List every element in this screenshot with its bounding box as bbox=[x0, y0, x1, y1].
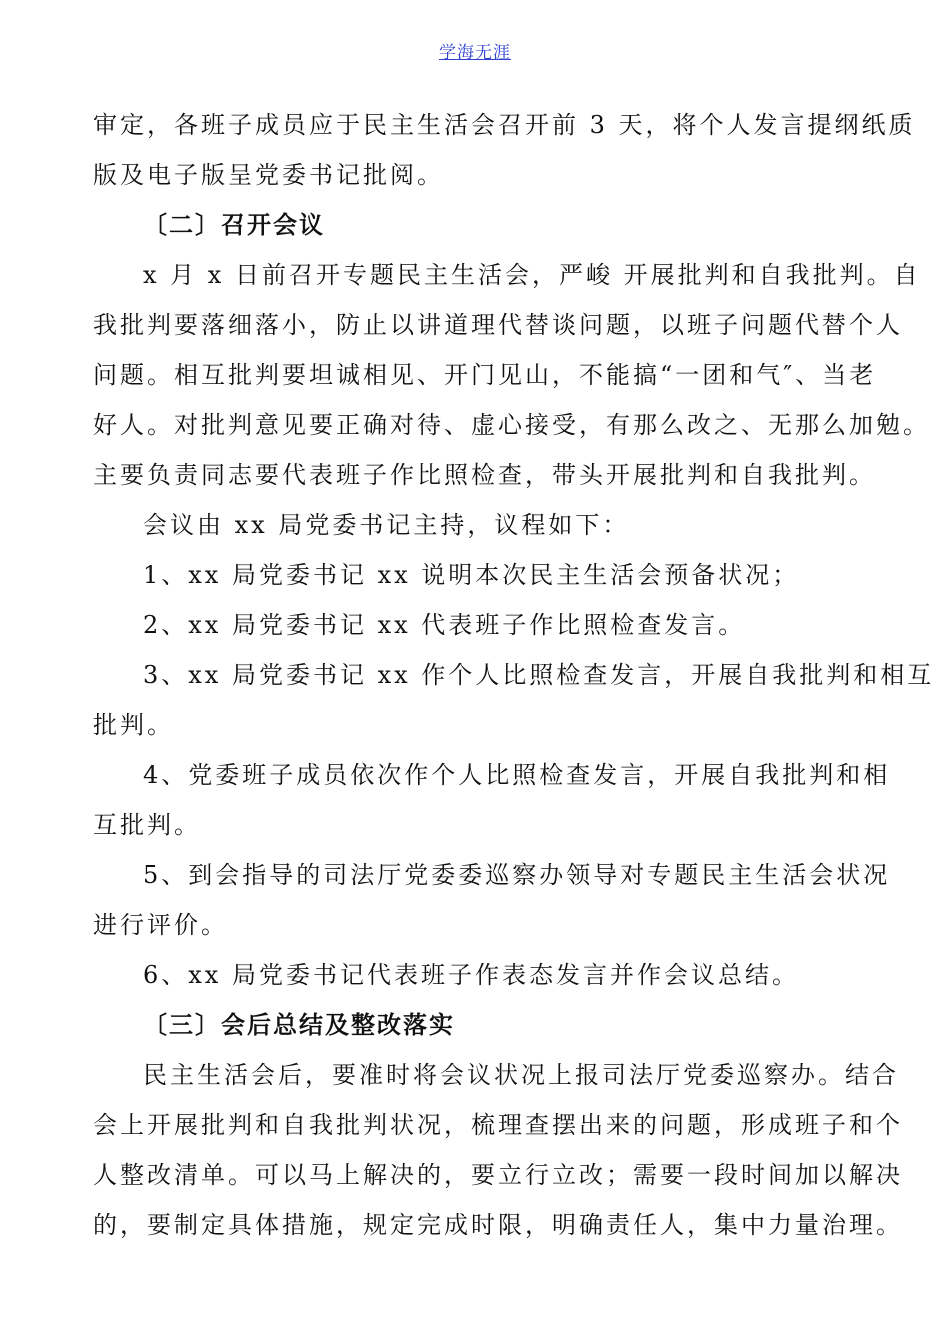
text-line: 民主生活会后，要准时将会议状况上报司法厅党委巡察办。结合 bbox=[143, 1061, 899, 1089]
text-line: 问题。相互批判要坦诚相见、开门见山，不能搞“一团和气″、当老 bbox=[93, 361, 877, 389]
header-link[interactable]: 学海无涯 bbox=[439, 43, 511, 63]
agenda-item: 3、xx 局党委书记 xx 作个人比照检查发言，开展自我批判和相互 bbox=[143, 661, 935, 689]
agenda-item: 1、xx 局党委书记 xx 说明本次民主生活会预备状况； bbox=[143, 561, 800, 589]
text-line: 审定，各班子成员应于民主生活会召开前 3 天，将个人发言提纲纸质 bbox=[93, 111, 916, 139]
text-line: 的，要制定具体措施，规定完成时限，明确责任人，集中力量治理。 bbox=[93, 1211, 903, 1239]
agenda-item: 5、到会指导的司法厅党委委巡察办领导对专题民主生活会状况 bbox=[143, 861, 891, 889]
agenda-item: 6、xx 局党委书记代表班子作表态发言并作会议总结。 bbox=[143, 961, 799, 989]
text-line: 好人。对批判意见要正确对待、虚心接受，有那么改之、无那么加勉。 bbox=[93, 411, 930, 439]
section-heading: 〔三〕会后总结及整改落实 bbox=[143, 1010, 455, 1039]
section-heading: 〔二〕召开会议 bbox=[143, 210, 325, 239]
text-line: 版及电子版呈党委书记批阅。 bbox=[93, 161, 444, 189]
agenda-item: 4、党委班子成员依次作个人比照检查发言，开展自我批判和相 bbox=[143, 761, 891, 789]
agenda-item: 2、xx 局党委书记 xx 代表班子作比照检查发言。 bbox=[143, 611, 746, 639]
text-line: 人整改清单。可以马上解决的，要立行立改；需要一段时间加以解决 bbox=[93, 1161, 903, 1189]
text-line: 会议由 xx 局党委书记主持，议程如下： bbox=[143, 511, 630, 539]
text-line: 我批判要落细落小，防止以讲道理代替谈问题，以班子问题代替个人 bbox=[93, 311, 903, 339]
text-line: 进行评价。 bbox=[93, 911, 228, 939]
text-line: 主要负责同志要代表班子作比照检查，带头开展批判和自我批判。 bbox=[93, 461, 876, 489]
text-line: 会上开展批判和自我批判状况，梳理查摆出来的问题，形成班子和个 bbox=[93, 1111, 903, 1139]
text-line: x 月 x 日前召开专题民主生活会，严峻 开展批判和自我批判。自 bbox=[143, 261, 921, 289]
text-line: 互批判。 bbox=[93, 811, 201, 839]
text-line: 批判。 bbox=[93, 711, 174, 739]
